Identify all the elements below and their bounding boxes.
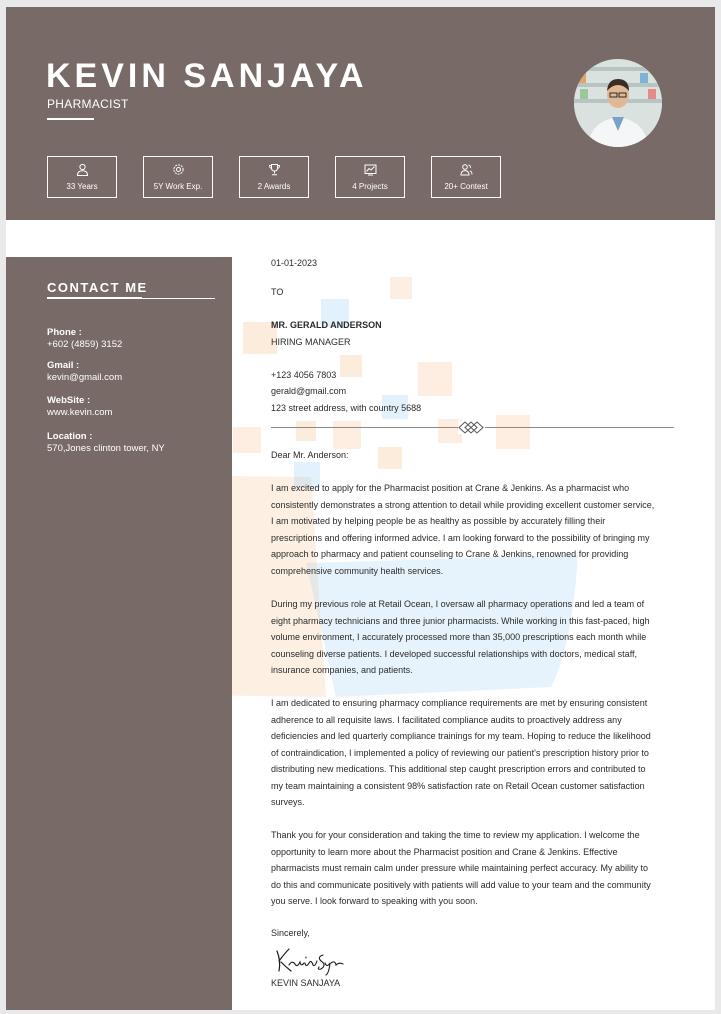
paragraph-line: I am dedicated to ensuring pharmacy compliance requirements are met by ensuring consistent xyxy=(271,698,648,708)
paragraph-line: eight pharmacy technicians and three junior pharmacists. While working in this fast-paced, high xyxy=(271,615,650,626)
stat-age xyxy=(47,156,117,198)
paragraph-line: do this and communicate positively with patients will add value to your team and the community xyxy=(271,879,651,890)
paragraph-line: pharmacists must remain calm under pressure while maintaining perfect accuracy. My ability to xyxy=(271,863,648,873)
contact-sidebar xyxy=(6,257,232,1010)
letter-date: 01-01-2023 xyxy=(271,258,318,268)
trophy-icon xyxy=(268,163,281,176)
gear-icon xyxy=(172,163,185,176)
contact-label: WebSite : xyxy=(47,395,91,406)
contact-label: Phone : xyxy=(47,327,82,338)
paragraph-line: you serve. I look forward to speaking with you soon. xyxy=(271,896,478,906)
letter-paragraph xyxy=(271,827,681,910)
contact-website xyxy=(47,395,112,419)
paragraph-line: I am motivated by helping people be as healthy as possible by accurately filling their xyxy=(271,516,606,526)
stat-projects xyxy=(335,156,405,198)
candidate-name: KEVIN SANJAYA xyxy=(46,57,368,95)
stat-contests xyxy=(431,156,501,198)
stat-label: 20+ Contest xyxy=(444,182,488,191)
paragraph-line: opportunity to learn more about the Pharmacist position and Crane & Jenkins. Effective xyxy=(271,846,618,857)
recipient-email: gerald@gmail.com xyxy=(271,386,347,396)
paragraph-line: adherence to all requisite laws. I facilitated compliance audits to proactively address any xyxy=(271,714,622,725)
stat-label: 5Y Work Exp. xyxy=(153,182,203,191)
stat-label: 33 Years xyxy=(66,182,98,191)
paragraph-line: consistently demonstrates a strong attention to detail while providing excellent customer service, xyxy=(271,499,655,510)
contact-phone xyxy=(47,327,122,351)
handwritten-signature xyxy=(273,943,347,977)
contact-gmail xyxy=(47,360,122,384)
signature-name: KEVIN SANJAYA xyxy=(271,978,341,988)
recipient-phone: +123 4056 7803 xyxy=(271,370,337,380)
person-icon xyxy=(76,163,89,176)
stat-work-experience xyxy=(143,156,213,198)
people-icon xyxy=(460,163,473,176)
paragraph-line: volume environment, I accurately processed more than 35,000 prescriptions each month while xyxy=(271,632,647,642)
contact-label: Location : xyxy=(47,431,93,442)
letter-to: TO xyxy=(271,287,284,297)
stat-label: 4 Projects xyxy=(352,182,388,191)
chart-icon xyxy=(364,163,377,176)
contact-value: +602 (4859) 3152 xyxy=(47,339,123,350)
paragraph-line: deficiencies and led quarterly compliance trainings for my team. Hoping to reduce the likelihood xyxy=(271,731,651,741)
letter-paragraph xyxy=(271,695,681,811)
job-title: PHARMACIST xyxy=(47,97,129,111)
paragraph-line: I am excited to apply for the Pharmacist position at Crane & Jenkins. As a pharmacist who xyxy=(271,483,630,493)
closing: Sincerely, xyxy=(271,928,310,938)
contact-value: 570,Jones clinton tower, NY xyxy=(47,443,165,454)
contact-value: kevin@gmail.com xyxy=(47,372,123,383)
paragraph-line: distributing new medications. This additional step caught prescription errors and contributed to xyxy=(271,764,646,774)
paragraph-line: surveys. xyxy=(271,797,305,807)
paragraph-line: insurance companies, and patients. xyxy=(271,665,413,675)
paragraph-line: of contraindication, I implemented a policy of reviewing our patient's prescription history prior to xyxy=(271,747,649,758)
recipient-name: MR. GERALD ANDERSON xyxy=(271,320,382,330)
contact-label: Gmail : xyxy=(47,360,80,371)
stat-awards xyxy=(239,156,309,198)
recipient-title: HIRING MANAGER xyxy=(271,337,351,347)
recipient-address: 123 street address, with country 5688 xyxy=(271,403,422,413)
contact-heading: CONTACT ME xyxy=(47,280,148,295)
letter-paragraph xyxy=(271,596,681,679)
diamond-ornament-icon xyxy=(458,421,485,434)
contact-heading-accent xyxy=(47,297,142,299)
salutation: Dear Mr. Anderson: xyxy=(271,450,349,460)
stat-label: 2 Awards xyxy=(257,182,291,191)
paragraph-line: Thank you for your consideration and taking the time to review my application. I welcome the xyxy=(271,830,640,840)
contact-location xyxy=(47,431,165,455)
paragraph-line: counseling diverse patients. I developed successful relationships with doctors, medical staff, xyxy=(271,648,638,659)
title-underline xyxy=(47,118,94,120)
letter-paragraph xyxy=(271,480,681,579)
paragraph-line: prescriptions and offering informed advice. I am looking forward to the possibility of bringing my xyxy=(271,532,650,543)
paragraph-line: comprehensive community health services. xyxy=(271,565,444,576)
contact-value: www.kevin.com xyxy=(47,407,113,418)
paragraph-line: approach to pharmacy and patient counseling to Crane & Jenkins, renowned for providing xyxy=(271,549,629,559)
header-banner xyxy=(6,7,715,220)
paragraph-line: During my previous role at Retail Ocean, I oversaw all pharmacy operations and led a team of xyxy=(271,599,645,609)
profile-photo xyxy=(574,59,662,147)
paragraph-line: my team maintaining a consistent 98% satisfaction rate on Retail Ocean customer satisfaction xyxy=(271,780,645,791)
cover-letter-page xyxy=(6,7,715,1010)
